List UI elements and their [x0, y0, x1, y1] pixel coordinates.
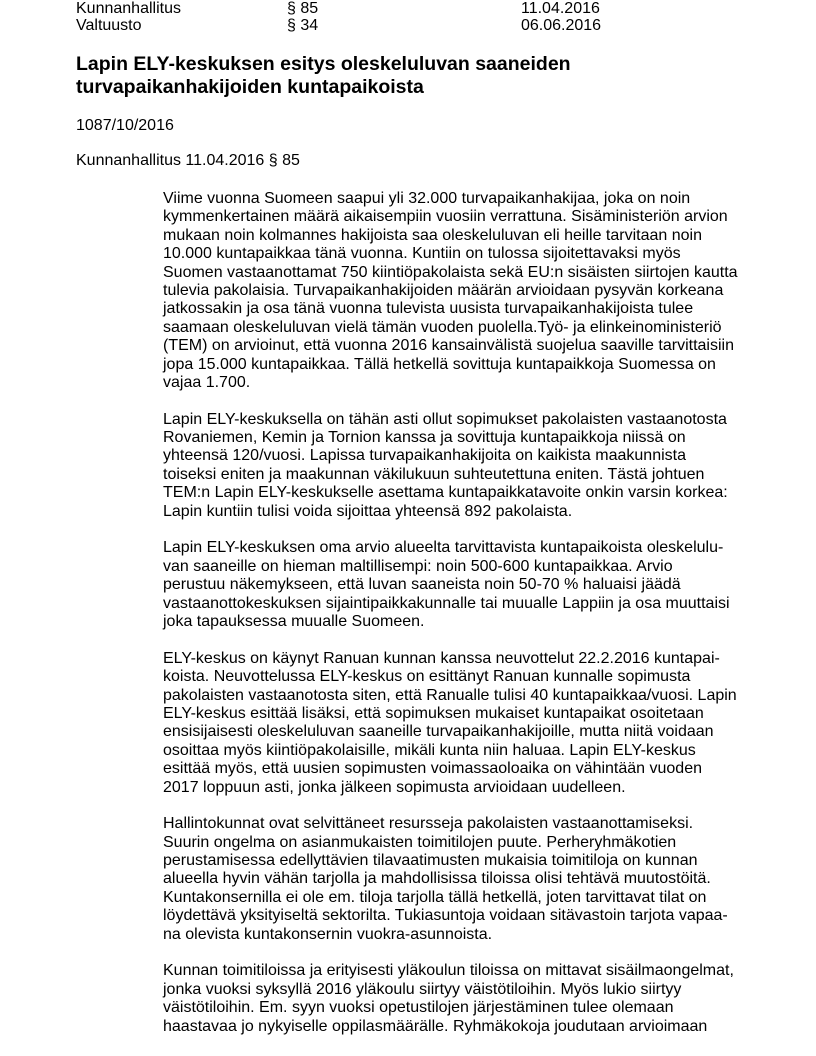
paragraph-line: jatkossakin ja osa tänä vuonna tulevista uusista turvapaikanhakijoista tulee: [163, 300, 694, 318]
paragraph-line: ELY-keskus esittää lisäksi, että sopimuksen mukaiset kuntapaikat osoitetaan: [163, 704, 704, 722]
paragraph-line: joka tapauksessa muualle Suomeen.: [163, 612, 425, 630]
section-number: § 34: [287, 17, 319, 34]
reference-number: 1087/10/2016: [76, 117, 174, 134]
paragraph-line: mukaan noin kolmannes hakijoista saa oleskeluluvan eli heille tarvitaan noin: [163, 226, 702, 244]
paragraph-line: toiseksi eniten ja maakunnan väkilukuun suhteutettuna eniten. Tästä johtuen: [163, 465, 705, 483]
paragraph-line: jonka vuoksi syksyllä 2016 yläkoulu siirtyy väistötiloihin. Myös lukio siirtyy: [163, 980, 682, 998]
header-row-kunnanhallitus: [76, 0, 776, 18]
paragraph-line: vajaa 1.700.: [163, 373, 251, 391]
paragraph-line: vastaanottokeskuksen sijaintipaikkakunnalle tai muualle Lappiin ja osa muuttaisi: [163, 594, 730, 612]
paragraph-line: väistötiloihin. Em. syyn vuoksi opetustilojen järjestäminen tulee olemaan: [163, 999, 674, 1017]
paragraph-line: saamaan oleskeluluvan vielä tämän vuoden puolella.Työ- ja elinkeinoministeriö: [163, 318, 722, 336]
paragraph-line: 10.000 kuntapaikkaa tänä vuonna. Kuntiin on tulossa sijoitettavaksi myös: [163, 245, 681, 263]
paragraph-line: ensisijaisesti oleskeluluvan saaneille turvapaikanhakijoille, mutta niitä voidaan: [163, 723, 714, 741]
paragraph-line: koista. Neuvottelussa ELY-keskus on esittänyt Ranuan kunnalle sopimusta: [163, 668, 691, 686]
paragraph-line: jopa 15.000 kuntapaikkaa. Tällä hetkellä sovittuja kuntapaikkoja Suomessa on: [163, 355, 716, 373]
paragraph-line: perustuu näkemykseen, että luvan saaneista noin 50-70 % haluaisi jäädä: [163, 576, 681, 594]
paragraph-line: Lapin ELY-keskuksen oma arvio alueelta tarvittavista kuntapaikoista oleskelulu-: [163, 539, 724, 557]
meeting-line: Kunnanhallitus 11.04.2016 § 85: [76, 152, 300, 169]
section-number: § 85: [287, 0, 319, 17]
header-row-valtuusto: [76, 17, 776, 35]
meeting-date: 11.04.2016: [521, 0, 600, 17]
paragraph-line: osoittaa myös kiintiöpakolaisille, mikäli kunta niin haluaa. Lapin ELY-keskus: [163, 741, 696, 759]
paragraph-line: Lapin ELY-keskuksella on tähän asti ollut sopimukset pakolaisten vastaanotosta: [163, 410, 727, 428]
paragraph-line: alueella hyvin vähän tarjolla ja mahdollisissa tiloissa olisi tehtävä muutostöitä.: [163, 870, 711, 888]
paragraph-line: ELY-keskus on käynyt Ranuan kunnan kanssa neuvottelut 22.2.2016 kuntapai-: [163, 649, 720, 667]
paragraph-line: 2017 loppuun asti, jonka jälkeen sopimusta arvioidaan uudelleen.: [163, 778, 626, 796]
paragraph-line: Rovaniemen, Kemin ja Tornion kanssa ja sovittuja kuntapaikkoja niissä on: [163, 429, 686, 447]
paragraph-line: Hallintokunnat ovat selvittäneet resursseja pakolaisten vastaanottamiseksi.: [163, 815, 694, 833]
paragraph-line: tulevia pakolaisia. Turvapaikanhakijoiden määrän arvioidaan pysyvän korkeana: [163, 281, 724, 299]
paragraph-line: kymmenkertainen määrä aikaisempiin vuosiin verrattuna. Sisäministeriön arvion: [163, 208, 728, 226]
paragraph-line: TEM:n Lapin ELY-keskukselle asettama kuntapaikkatavoite onkin varsin korkea:: [163, 484, 728, 502]
document-title: [76, 53, 571, 99]
paragraph-line: na olevista kuntakonsernin vuokra-asunnoista.: [163, 925, 493, 943]
meeting-date: 06.06.2016: [521, 17, 602, 34]
body-paragraph: [163, 650, 783, 797]
decision-body: Kunnanhallitus: [76, 0, 181, 17]
paragraph-line: Suomen vastaanottamat 750 kiintiöpakolaista sekä EU:n sisäisten siirtojen kautta: [163, 263, 738, 281]
paragraph-line: Kuntakonsernilla ei ole em. tiloja tarjolla tällä hetkellä, joten tarvittavat tilat on: [163, 888, 707, 906]
paragraph-line: pakolaisten vastaanotosta siten, että Ranualle tulisi 40 kuntapaikkaa/vuosi. Lapin: [163, 686, 737, 704]
body-paragraph: [163, 411, 783, 521]
paragraph-line: yhteensä 120/vuosi. Lapissa turvapaikanhakijoita on kaikista maakunnista: [163, 447, 686, 465]
paragraph-line: Lapin kuntiin tulisi voida sijoittaa yhteensä 892 pakolaista.: [163, 502, 573, 520]
body-paragraph: [163, 190, 783, 392]
paragraph-line: van saaneille on hieman maltillisempi: noin 500-600 kuntapaikkaa. Arvio: [163, 557, 673, 575]
paragraph-line: perustamisessa edellyttävien tilavaatimusten mukaisia toimitiloja on kunnan: [163, 852, 698, 870]
document-body: [163, 190, 783, 1054]
paragraph-line: esittää myös, että uusien sopimusten voimassaoloaika on vähintään vuoden: [163, 760, 702, 778]
paragraph-line: Viime vuonna Suomeen saapui yli 32.000 turvapaikanhakijaa, joka on noin: [163, 190, 691, 207]
paragraph-line: (TEM) on arvioinut, että vuonna 2016 kansainvälistä suojelua saaville tarvittaisiin: [163, 337, 734, 355]
title-line: turvapaikanhakijoiden kuntapaikoista: [76, 76, 424, 98]
body-paragraph: [163, 815, 783, 944]
paragraph-line: löydettävä yksityiseltä sektorilta. Tukiasuntoja voidaan sitävastoin tarjota vapaa-: [163, 907, 728, 925]
paragraph-line: Suurin ongelma on asianmukaisten toimitilojen puute. Perheryhmäkotien: [163, 833, 677, 851]
body-paragraph: [163, 539, 783, 631]
title-line: Lapin ELY-keskuksen esitys oleskeluluvan saaneiden: [76, 53, 571, 75]
paragraph-line: Kunnan toimitiloissa ja erityisesti yläkoulun tiloissa on mittavat sisäilmaongelmat,: [163, 962, 734, 980]
decision-body: Valtuusto: [76, 17, 142, 34]
paragraph-line: haastavaa jo nykyiselle oppilasmäärälle. Ryhmäkokoja joudutaan arvioimaan: [163, 1017, 708, 1035]
body-paragraph: [163, 962, 783, 1036]
